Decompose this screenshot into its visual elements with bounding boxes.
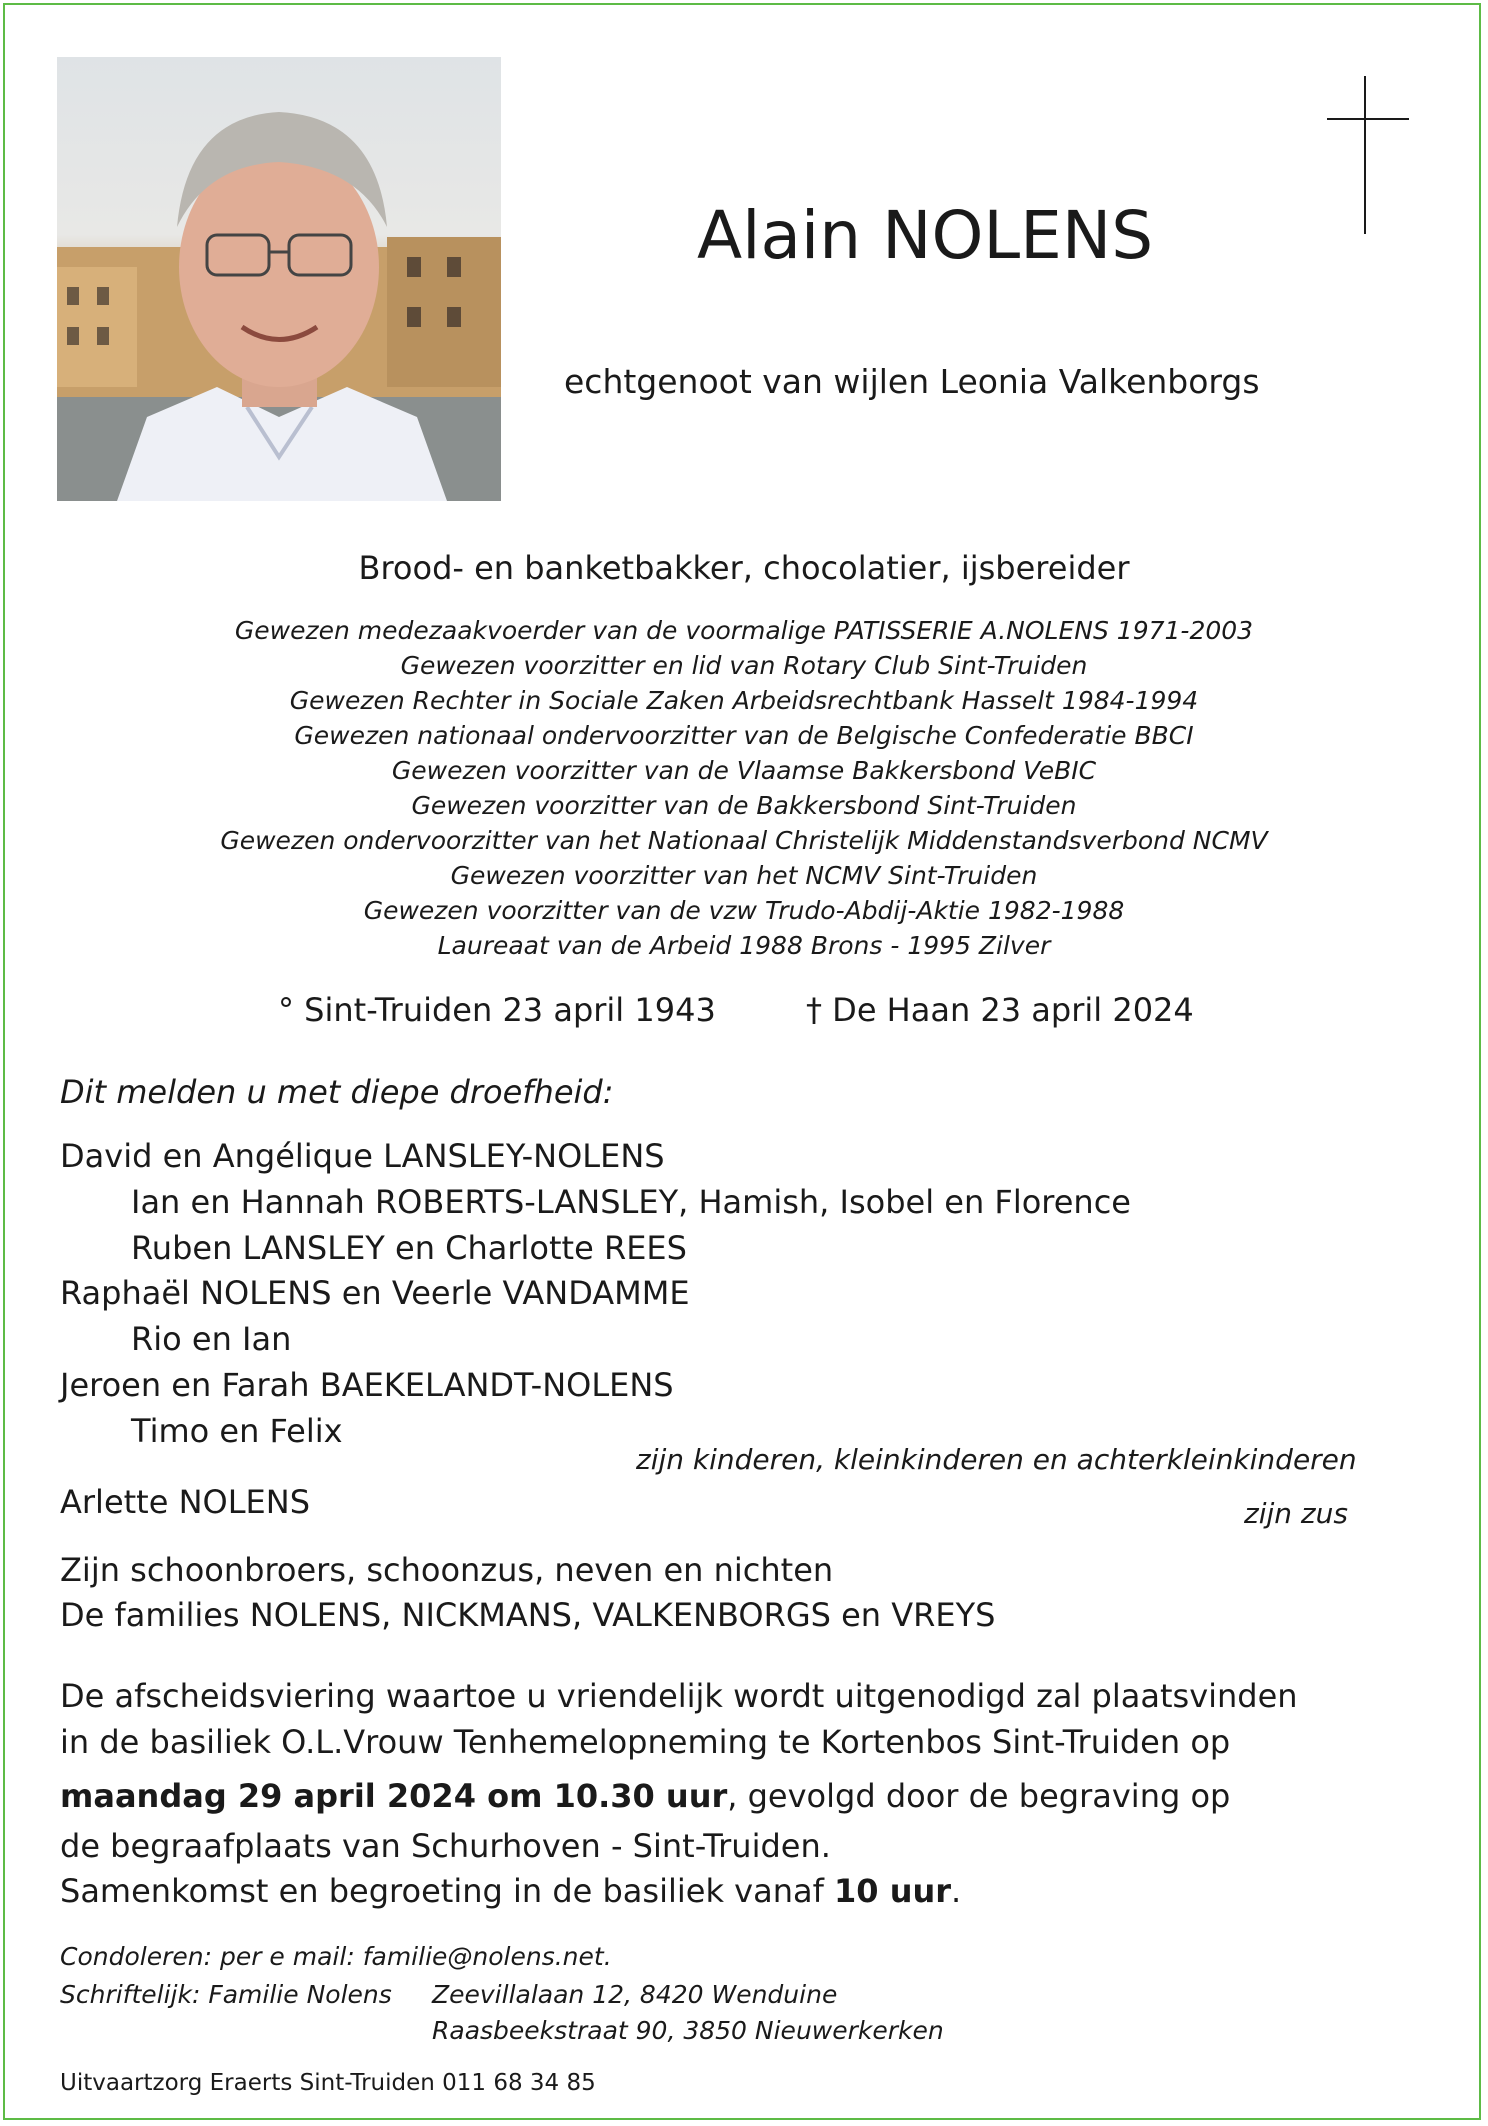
- portrait-photo: [57, 57, 501, 501]
- family-line: Timo en Felix: [131, 1412, 343, 1450]
- function-line: Gewezen nationaal ondervoorzitter van de Belgische Confederatie BBCI: [294, 721, 1194, 750]
- ceremony-line: [60, 1871, 961, 1911]
- condolence-line: Condoleren: per e mail: familie@nolens.net.: [60, 1942, 612, 1971]
- function-line: Gewezen voorzitter van de vzw Trudo-Abdij-Aktie 1982-1988: [363, 896, 1125, 925]
- function-line: Gewezen voorzitter van het NCMV Sint-Truiden: [450, 861, 1038, 890]
- ceremony-line: De afscheidsviering waartoe u vriendelijk wordt uitgenodigd zal plaatsvinden: [60, 1677, 1298, 1715]
- gathering-time: 10 uur: [834, 1872, 952, 1910]
- ceremony-text: , gevolgd door de begraving op: [727, 1777, 1231, 1815]
- family-line: Arlette NOLENS: [60, 1483, 310, 1521]
- ceremony-date: maandag 29 april 2024 om 10.30 uur: [60, 1777, 728, 1815]
- family-line: Zijn schoonbroers, schoonzus, neven en nichten: [60, 1551, 834, 1589]
- function-line: Laureaat van de Arbeid 1988 Brons - 1995 Zilver: [437, 931, 1051, 960]
- deceased-name: Alain NOLENS: [697, 197, 1154, 274]
- sister-note: zijn zus: [1244, 1497, 1348, 1530]
- ceremony-line: de begraafplaats van Schurhoven - Sint-Truiden.: [60, 1827, 831, 1865]
- ceremony-line: [60, 1776, 1230, 1816]
- family-line: Ruben LANSLEY en Charlotte REES: [131, 1229, 687, 1267]
- death-date: † De Haan 23 april 2024: [806, 991, 1194, 1029]
- spouse-line: echtgenoot van wijlen Leonia Valkenborgs: [564, 362, 1260, 401]
- function-line: Gewezen Rechter in Sociale Zaken Arbeidsrechtbank Hasselt 1984-1994: [289, 686, 1199, 715]
- function-line: Gewezen voorzitter van de Bakkersbond Sint-Truiden: [411, 791, 1077, 820]
- family-line: Rio en Ian: [131, 1320, 292, 1358]
- function-line: Gewezen voorzitter en lid van Rotary Club Sint-Truiden: [400, 651, 1088, 680]
- ceremony-text: .: [951, 1872, 962, 1910]
- birth-date: ° Sint-Truiden 23 april 1943: [278, 991, 716, 1029]
- function-line: Gewezen voorzitter van de Vlaamse Bakkersbond VeBIC: [391, 756, 1097, 785]
- family-line: Raphaël NOLENS en Veerle VANDAMME: [60, 1274, 690, 1312]
- written-label: Schriftelijk: Familie Nolens: [60, 1980, 392, 2009]
- function-line: Gewezen ondervoorzitter van het Nationaal Christelijk Middenstandsverbond NCMV: [220, 826, 1268, 855]
- funeral-home-footer: Uitvaartzorg Eraerts Sint-Truiden 011 68 34 85: [60, 2070, 596, 2096]
- announcement-intro: Dit melden u met diepe droefheid:: [60, 1073, 614, 1111]
- family-line: Jeroen en Farah BAEKELANDT-NOLENS: [60, 1366, 674, 1404]
- profession: Brood- en banketbakker, chocolatier, ijsbereider: [358, 549, 1130, 587]
- function-line: Gewezen medezaakvoerder van de voormalige PATISSERIE A.NOLENS 1971-2003: [234, 616, 1254, 645]
- address-line: Zeevillalaan 12, 8420 Wenduine: [432, 1980, 838, 2009]
- ceremony-text: Samenkomst en begroeting in de basiliek vanaf: [60, 1872, 835, 1910]
- address-line: Raasbeekstraat 90, 3850 Nieuwerkerken: [432, 2016, 944, 2045]
- family-line: Ian en Hannah ROBERTS-LANSLEY, Hamish, Isobel en Florence: [131, 1183, 1131, 1221]
- family-line: David en Angélique LANSLEY-NOLENS: [60, 1137, 665, 1175]
- children-note: zijn kinderen, kleinkinderen en achterkleinkinderen: [636, 1443, 1357, 1476]
- ceremony-line: in de basiliek O.L.Vrouw Tenhemelopneming te Kortenbos Sint-Truiden op: [60, 1723, 1231, 1761]
- family-line: De families NOLENS, NICKMANS, VALKENBORGS en VREYS: [60, 1596, 996, 1634]
